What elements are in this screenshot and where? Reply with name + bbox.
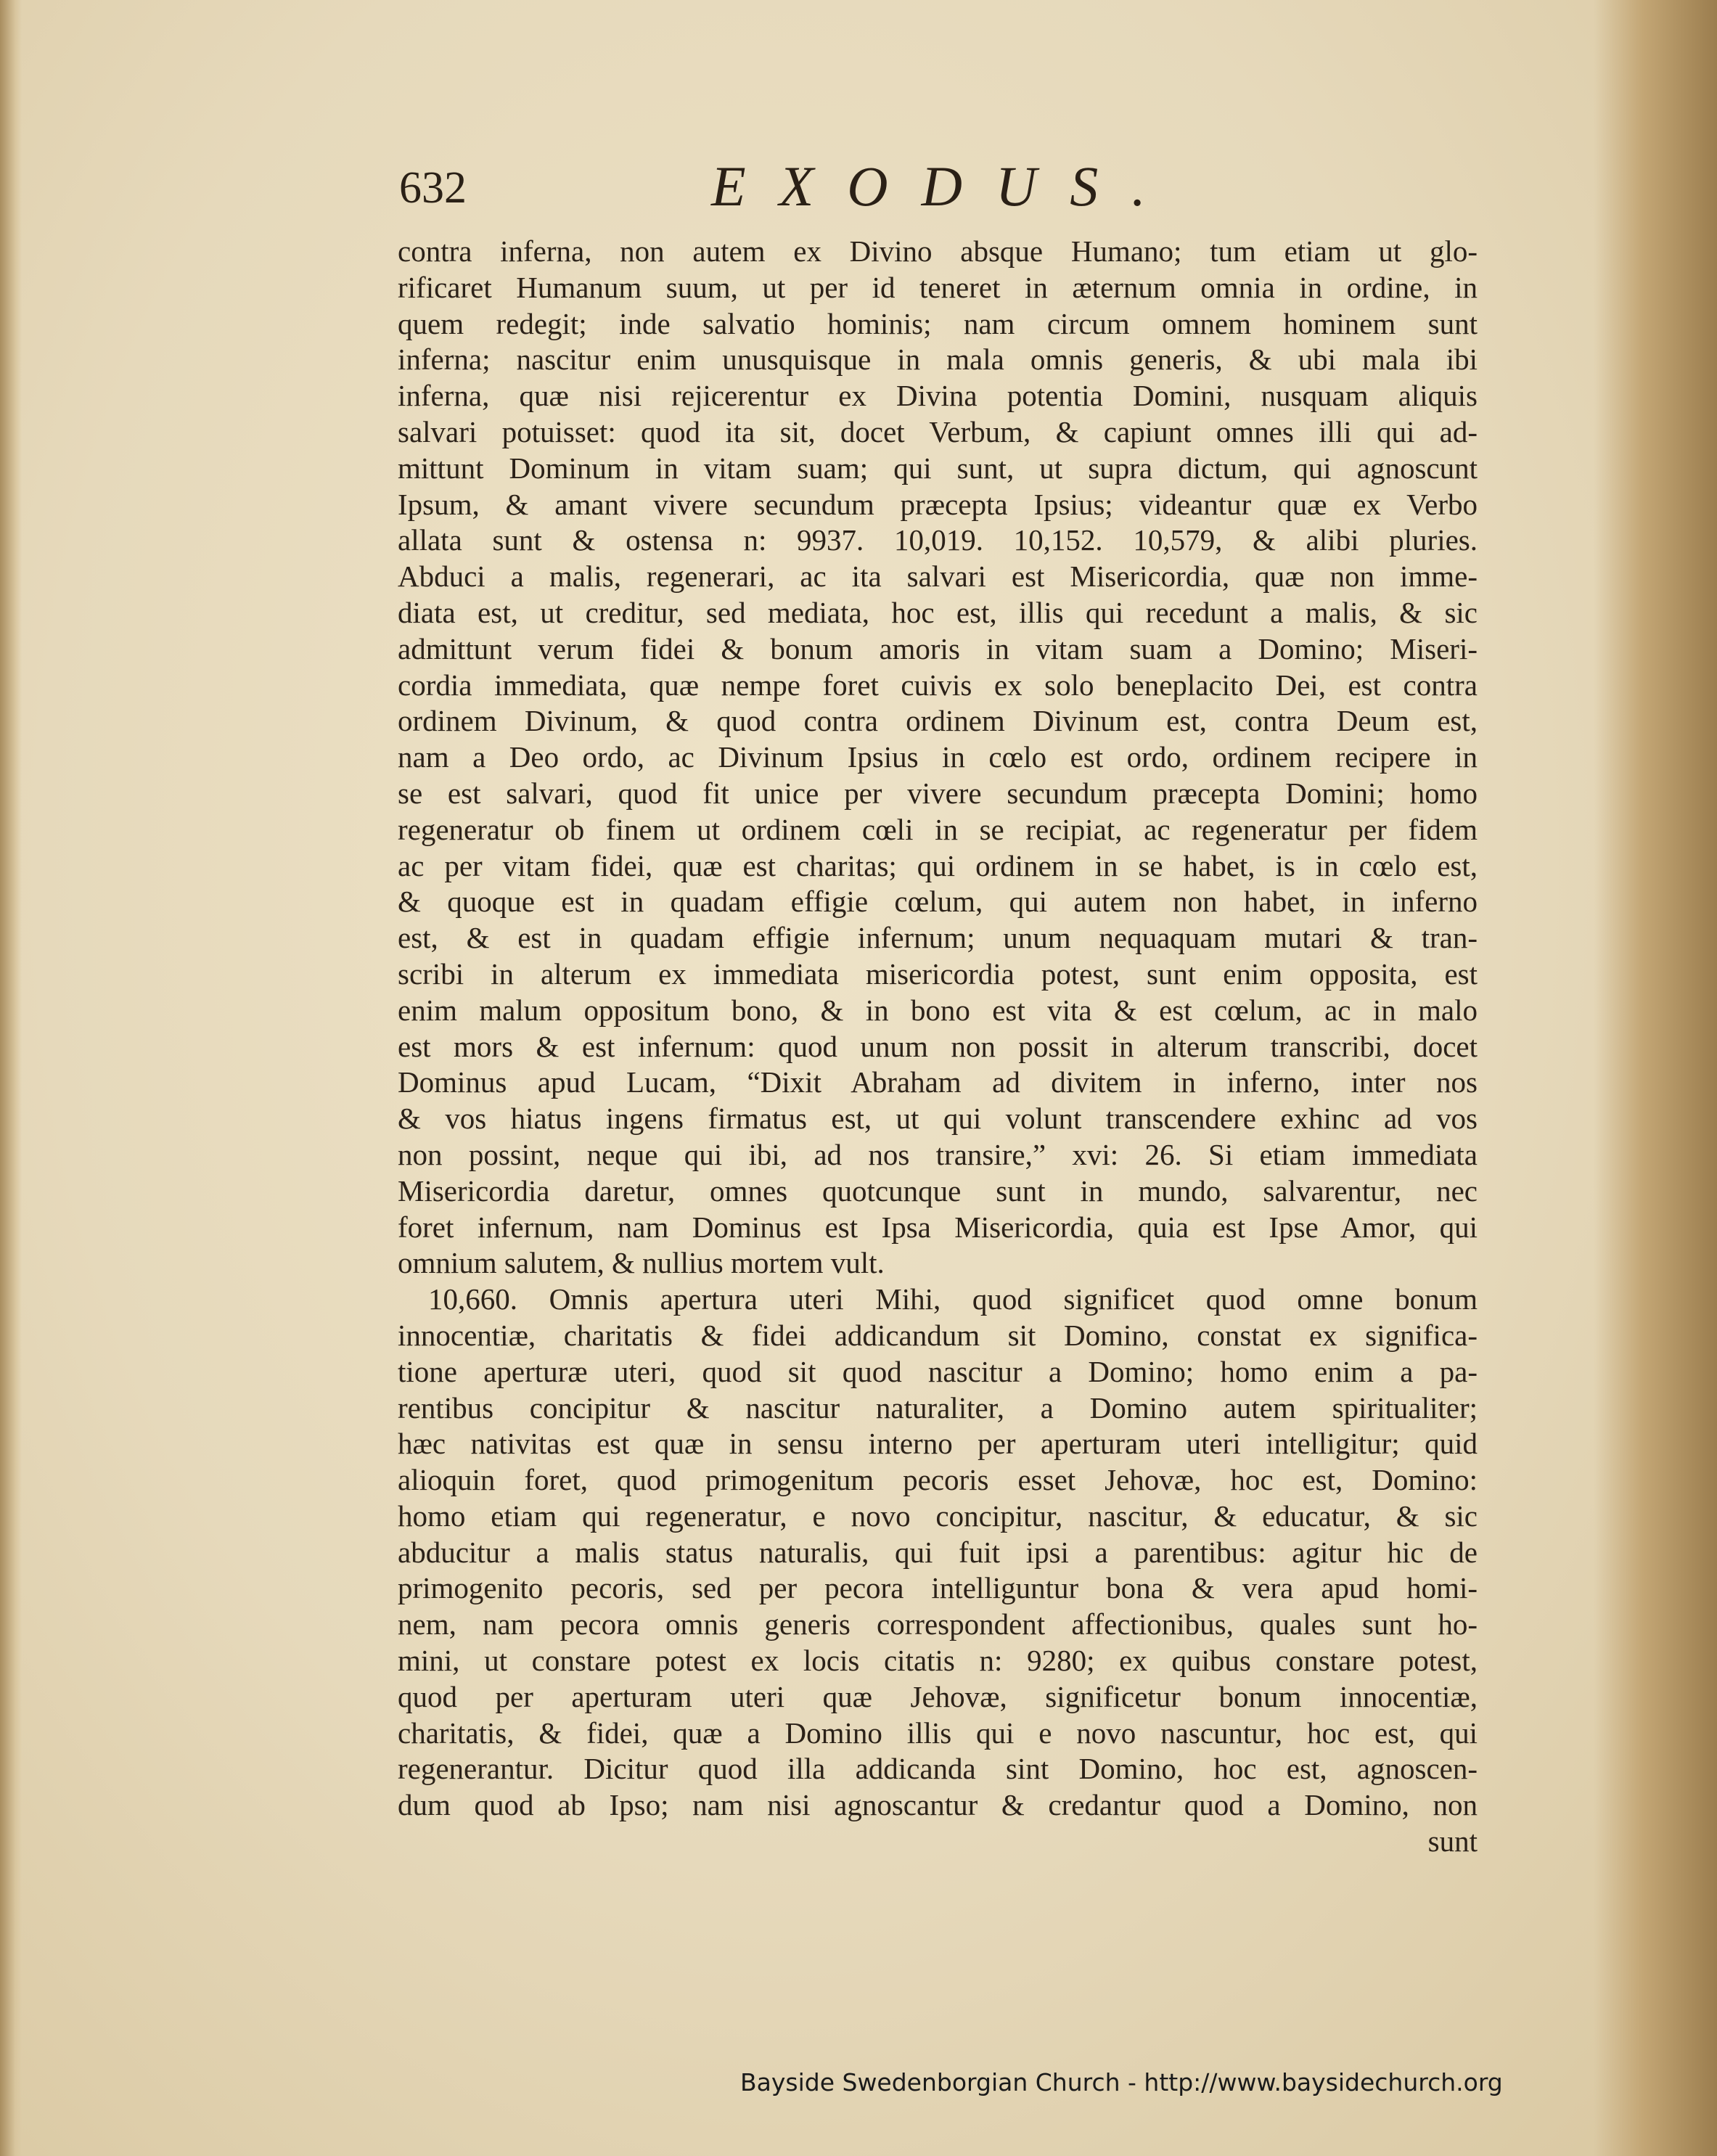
- text-line: enim malum oppositum bono, & in bono est vita & est cœlum, ac in malo: [398, 993, 1478, 1027]
- text-line: se est salvari, quod fit unice per vivere secundum præcepta Domini; homo: [398, 776, 1478, 810]
- page-edge-shadow: [1594, 0, 1717, 2156]
- text-line: omnium salutem, & nullius mortem vult.: [398, 1246, 885, 1280]
- text-line: nem, nam pecora omnis generis correspondent affectionibus, quales sunt ho-: [398, 1607, 1478, 1641]
- text-line: Dominus apud Lucam, “Dixit Abraham ad divitem in inferno, inter nos: [398, 1065, 1478, 1099]
- text-line: charitatis, & fidei, quæ a Domino illis qui e novo nascuntur, hoc est, qui: [398, 1716, 1478, 1750]
- text-line: innocentiæ, charitatis & fidei addicandum sit Domino, constat ex significa-: [398, 1318, 1478, 1352]
- text-line: homo etiam qui regeneratur, e novo concipitur, nascitur, & educatur, & sic: [398, 1499, 1478, 1533]
- text-line: est mors & est infernum: quod unum non possit in alterum transcribi, docet: [398, 1029, 1478, 1063]
- text-line: salvari potuisset: quod ita sit, docet Verbum, & capiunt omnes illi qui ad-: [398, 414, 1478, 448]
- text-line: regenerantur. Dicitur quod illa addicanda sint Domino, hoc est, agnoscen-: [398, 1752, 1478, 1786]
- text-line: abducitur a malis status naturalis, qui fuit ipsi a parentibus: agitur hic de: [398, 1535, 1478, 1569]
- body-text: [398, 234, 1478, 1860]
- text-line: & quoque est in quadam effigie cœlum, qui autem non habet, in inferno: [398, 885, 1478, 919]
- text-line: inferna, quæ nisi rejicerentur ex Divina potentia Domini, nusquam aliquis: [398, 379, 1478, 413]
- text-line: Ipsum, & amant vivere secundum præcepta Ipsius; videantur quæ ex Verbo: [398, 487, 1478, 521]
- text-line: Misericordia daretur, omnes quotcunque sunt in mundo, salvarentur, nec: [398, 1173, 1478, 1208]
- text-line: contra inferna, non autem ex Divino absque Humano; tum etiam ut glo-: [398, 234, 1478, 268]
- text-line: tione aperturæ uteri, quod sit quod nascitur a Domino; homo enim a pa-: [398, 1354, 1478, 1388]
- paragraph-start-10660: 10,660. Omnis apertura uteri Mihi, quod significet quod omne bonum: [428, 1282, 1478, 1316]
- text-line: alioquin foret, quod primogenitum pecoris esset Jehovæ, hoc est, Domino:: [398, 1463, 1478, 1497]
- text-line: regeneratur ob finem ut ordinem cœli in se recipiat, ac regeneratur per fidem: [398, 812, 1478, 846]
- text-line: mini, ut constare potest ex locis citatis n: 9280; ex quibus constare potest,: [398, 1644, 1478, 1678]
- text-line: primogenito pecoris, sed per pecora intelliguntur bona & vera apud homi-: [398, 1571, 1478, 1605]
- text-line: dum quod ab Ipso; nam nisi agnoscantur & credantur quod a Domino, non: [398, 1788, 1478, 1822]
- text-line: inferna; nascitur enim unusquisque in mala omnis generis, & ubi mala ibi: [398, 343, 1478, 377]
- text-line: mittunt Dominum in vitam suam; qui sunt, ut supra dictum, qui agnoscunt: [398, 451, 1478, 485]
- text-line: non possint, neque qui ibi, ad nos transire,” xvi: 26. Si etiam immediata: [398, 1137, 1478, 1171]
- text-line: foret infernum, nam Dominus est Ipsa Misericordia, quia est Ipse Amor, qui: [398, 1210, 1478, 1244]
- footer-credit: Bayside Swedenborgian Church - http://www.baysidechurch.org: [740, 2068, 1503, 2096]
- catchword: sunt: [1427, 1824, 1478, 1858]
- page-number: 632: [399, 163, 467, 213]
- text-line: est, & est in quadam effigie infernum; unum nequaquam mutari & tran-: [398, 921, 1478, 955]
- page-gutter-shadow: [0, 0, 22, 2156]
- text-line: ordinem Divinum, & quod contra ordinem Divinum est, contra Deum est,: [398, 704, 1478, 738]
- text-line: Abduci a malis, regenerari, ac ita salvari est Misericordia, quæ non imme-: [398, 560, 1478, 594]
- running-head-title: EXODUS.: [711, 155, 1179, 218]
- text-line: nam a Deo ordo, ac Divinum Ipsius in cœlo est ordo, ordinem recipere in: [398, 740, 1478, 774]
- text-line: & vos hiatus ingens firmatus est, ut qui volunt transcendere exhinc ad vos: [398, 1102, 1478, 1136]
- text-line: hæc nativitas est quæ in sensu interno per aperturam uteri intelligitur; quid: [398, 1427, 1478, 1461]
- text-line: quod per aperturam uteri quæ Jehovæ, significetur bonum innocentiæ,: [398, 1679, 1478, 1713]
- text-line: cordia immediata, quæ nempe foret cuivis ex solo beneplacito Dei, est contra: [398, 668, 1478, 702]
- text-line: diata est, ut creditur, sed mediata, hoc est, illis qui recedunt a malis, & sic: [398, 595, 1478, 629]
- text-line: admittunt verum fidei & bonum amoris in vitam suam a Domino; Miseri-: [398, 631, 1478, 665]
- text-line: allata sunt & ostensa n: 9937. 10,019. 10,152. 10,579, & alibi pluries.: [398, 523, 1478, 557]
- text-line: quem redegit; inde salvatio hominis; nam circum omnem hominem sunt: [398, 306, 1478, 340]
- text-line: rificaret Humanum suum, ut per id teneret in æternum omnia in ordine, in: [398, 270, 1478, 304]
- text-line: rentibus concipitur & nascitur naturaliter, a Domino autem spiritualiter;: [398, 1390, 1478, 1425]
- running-head: [399, 154, 1197, 219]
- text-line: scribi in alterum ex immediata misericordia potest, sunt enim opposita, est: [398, 956, 1478, 991]
- text-line: ac per vitam fidei, quæ est charitas; qui ordinem in se habet, is in cœlo est,: [398, 848, 1478, 882]
